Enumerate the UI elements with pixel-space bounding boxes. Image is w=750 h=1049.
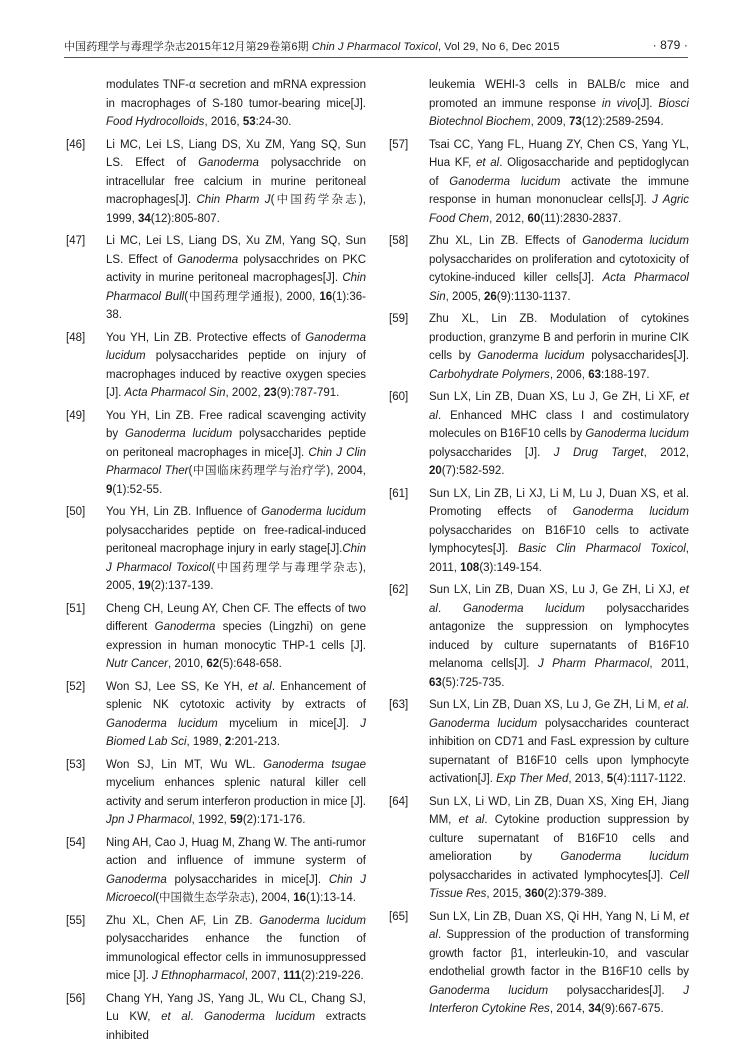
reference-number: [60] xyxy=(389,391,409,403)
journal-title-cn: 中国药理学与毒理学杂志2015年12月第29卷第6期 xyxy=(64,41,309,53)
italic-text: et al xyxy=(429,584,689,615)
reference-entry xyxy=(66,756,366,830)
reference-text: (9):1130-1137. xyxy=(496,290,571,303)
reference-text: (中国药学杂志), 1999, xyxy=(106,194,366,225)
reference-number: [65] xyxy=(389,910,409,923)
volume-number: 5 xyxy=(606,773,614,785)
reference-text: (2):379-389. xyxy=(543,888,607,900)
volume-number: 34 xyxy=(588,1003,601,1015)
reference-text: , 2014, xyxy=(549,1003,589,1015)
reference-text: You YH, Lin ZB. Protective effects of xyxy=(106,331,306,344)
reference-text: Won SJ, Lin MT, Wu WL. xyxy=(106,758,264,771)
reference-entry xyxy=(389,136,689,229)
reference-text: polysaccharides on B16F10 cells to activate lymphocytes[J]. xyxy=(429,524,689,555)
reference-text: , 2012, xyxy=(643,446,690,459)
reference-number: [46] xyxy=(66,138,86,151)
volume-number: 9 xyxy=(106,483,113,496)
reference-text: You YH, Lin ZB. Free radical scavenging activity by xyxy=(106,409,366,440)
reference-text: Sun LX, Lin ZB, Li XJ, Li M, Lu J, Duan XS, et al. Promoting effects of xyxy=(429,487,689,518)
reference-text: Cheng CH, Leung AY, Chen CF. The effects of two different xyxy=(106,602,366,633)
reference-text: (7):582-592. xyxy=(441,465,505,477)
reference-entry xyxy=(389,232,689,306)
italic-text: Food Hydrocolloids xyxy=(106,116,205,128)
italic-text: Ganoderma xyxy=(177,253,239,266)
italic-text: Ganoderma tsugae xyxy=(263,758,366,771)
italic-text: Biosci Biotechnol Biochem xyxy=(429,97,689,128)
italic-text: Chin Pharm J xyxy=(196,194,271,206)
reference-continuation xyxy=(66,76,366,132)
reference-text: (1):36-38. xyxy=(106,290,366,321)
reference-text: (9):667-675. xyxy=(600,1003,664,1015)
reference-text: Tsai CC, Yang FL, Huang ZY, Chen CS, Yang YL, Hua KF, xyxy=(429,138,689,169)
reference-entry xyxy=(66,503,366,596)
reference-text: . Enhancement of splenic NK cytotoxic activity by extracts of xyxy=(106,680,366,711)
reference-text: (中国微生态学杂志), 2004, xyxy=(155,892,294,904)
reference-text: You YH, Lin ZB. Influence of xyxy=(106,506,262,518)
reference-text: , 2016, xyxy=(204,116,243,128)
italic-text: in vivo xyxy=(601,97,638,110)
italic-text: Ganoderma lucidum xyxy=(124,428,233,440)
header-rule xyxy=(64,57,688,58)
italic-text: et al xyxy=(429,391,689,422)
italic-text: J Drug Target xyxy=(553,446,644,459)
reference-text: (3):149-154. xyxy=(479,561,542,574)
italic-text: Ganoderma lucidum xyxy=(582,235,689,247)
reference-text: polysaccharides enhance the function of immunological effector cells in immunosuppressed mice [J]. xyxy=(106,933,366,982)
italic-text: Ganoderma lucidum xyxy=(560,851,689,863)
reference-text: , 1992, xyxy=(191,814,231,826)
reference-text: , 2015, xyxy=(486,888,525,900)
reference-text: (11):2830-2837. xyxy=(540,212,622,225)
italic-text: J Ethnopharmacol xyxy=(152,970,245,982)
reference-entry xyxy=(389,696,689,789)
volume-number: 53 xyxy=(242,116,256,128)
reference-text: Won SJ, Lee SS, Ke YH, xyxy=(106,680,249,693)
reference-text: , 2011, xyxy=(429,543,689,574)
reference-text: (2):171-176. xyxy=(242,814,306,826)
reference-text: Zhu XL, Lin ZB. Modulation of cytokines production, granzyme B and perforin in murine CIK cells by xyxy=(429,313,689,362)
reference-number: [54] xyxy=(66,836,86,849)
reference-text: (9):787-791. xyxy=(276,387,340,399)
reference-text: Sun LX, Lin ZB, Duan XS, Lu J, Ge ZH, Li XF, xyxy=(429,391,680,403)
reference-entry xyxy=(66,834,366,908)
reference-text: , 1989, xyxy=(186,736,225,748)
reference-number: [62] xyxy=(389,584,409,596)
italic-text: Ganoderma lucidum xyxy=(259,914,366,927)
reference-text: , 2009, xyxy=(530,116,570,128)
reference-number: [58] xyxy=(389,235,409,247)
reference-text: Sun LX, Lin ZB, Duan XS, Qi HH, Yang N, Li M, xyxy=(429,910,680,923)
italic-text: Carbohydrate Polymers xyxy=(429,368,550,381)
reference-text: Zhu XL, Chen AF, Lin ZB. xyxy=(106,914,260,927)
italic-text: Chin J Clin Pharmacol Ther xyxy=(106,446,366,477)
reference-text: , 2007, xyxy=(244,970,284,982)
reference-text: (2):137-139. xyxy=(150,580,214,592)
reference-continuation xyxy=(389,76,689,132)
reference-text: polysaccharides peptide on peritoneal macrophages in mice[J]. xyxy=(106,428,366,459)
reference-text: :24-30. xyxy=(255,116,292,128)
reference-text: Sun LX, Lin ZB, Duan XS, Lu J, Ge ZH, Li XJ, xyxy=(429,584,680,596)
reference-text: . xyxy=(685,699,689,711)
reference-number: [55] xyxy=(66,914,86,927)
page-number: · 879 · xyxy=(652,38,688,52)
volume-number: 16 xyxy=(293,892,307,904)
reference-text: , 2005, xyxy=(445,290,484,303)
reference-text: , 2012, xyxy=(489,212,528,225)
reference-text: polysaccharides in mice[J]. xyxy=(166,873,329,886)
reference-text: Chang YH, Yang JS, Yang JL, Wu CL, Chang SJ, Lu KW, xyxy=(106,992,366,1023)
reference-text: species (Lingzhi) on gene expression in human monocytic THP-1 cells [J]. xyxy=(106,621,366,652)
reference-text: leukemia WEHI-3 cells in BALB/c mice and promoted an immune response xyxy=(429,79,689,110)
reference-text: polysaccharides[J]. xyxy=(548,984,684,997)
reference-text: polysaccharides [J]. xyxy=(429,446,554,459)
reference-entry xyxy=(66,990,366,1046)
italic-text: Acta Pharmacol Sin xyxy=(429,272,689,303)
reference-text: (5):725-735. xyxy=(441,676,505,689)
reference-text: , 2013, xyxy=(568,773,607,785)
reference-text: , 2006, xyxy=(549,368,589,381)
reference-text: (中国药理学通报), 2000, xyxy=(184,290,320,303)
reference-text: Li MC, Lei LS, Liang DS, Xu ZM, Yang SQ, Sun LS. Effect of xyxy=(106,138,366,169)
reference-column-right xyxy=(389,76,689,1023)
italic-text: Ganoderma lucidum xyxy=(585,428,689,440)
reference-text: (4):1117-1122. xyxy=(613,773,687,785)
italic-text: et al xyxy=(161,1011,191,1023)
reference-entry xyxy=(66,136,366,229)
italic-text: Nutr Cancer xyxy=(106,658,168,670)
italic-text: Basic Clin Pharmacol Toxicol xyxy=(518,543,686,555)
italic-text: Ganoderma xyxy=(106,873,167,886)
reference-entry xyxy=(66,912,366,986)
reference-text: (1):52-55. xyxy=(112,483,163,496)
reference-text: modulates TNF-α secretion and mRNA expression in macrophages of S-180 tumor-bearing mice[J]. xyxy=(106,79,366,110)
reference-text: (12):2589-2594. xyxy=(581,116,664,128)
italic-text: et al xyxy=(248,680,272,693)
reference-number: [57] xyxy=(389,138,409,151)
italic-text: J Biomed Lab Sci xyxy=(106,717,366,748)
reference-entry xyxy=(389,485,689,578)
reference-number: [52] xyxy=(66,680,86,693)
reference-text: polysaccharides peptide on injury of macrophages induced by reactive oxygen species [J]. xyxy=(106,350,366,399)
reference-entry xyxy=(66,329,366,403)
reference-text: . Oligosaccharide and peptidoglycan of xyxy=(429,157,689,188)
reference-text: (2):219-226. xyxy=(301,970,364,982)
reference-text: (5):648-658. xyxy=(219,658,282,670)
reference-number: [56] xyxy=(66,992,86,1005)
reference-text: (中国药理学与毒理学杂志), 2005, xyxy=(106,561,366,592)
volume-number: 2 xyxy=(224,736,232,748)
volume-number: 63 xyxy=(429,676,442,689)
italic-text: Jpn J Pharmacol xyxy=(106,814,192,826)
reference-text: mycelium in mice[J]. xyxy=(217,717,361,730)
reference-text: . xyxy=(437,602,463,615)
reference-text: polysaccharides[J]. xyxy=(584,350,689,362)
reference-text: polysaccharides peptide on free-radical-induced peritoneal macrophage injury in early stage[J]. xyxy=(106,524,366,555)
italic-text: et al xyxy=(476,157,500,169)
italic-text: Ganoderma lucidum xyxy=(204,1011,316,1023)
volume-number: 26 xyxy=(484,290,497,303)
italic-text: Ganoderma xyxy=(198,157,259,169)
reference-text: Ning AH, Cao J, Huag M, Zhang W. The anti-rumor action and influence of immune systerm of xyxy=(106,836,366,867)
volume-number: 63 xyxy=(588,368,601,381)
reference-entry xyxy=(389,581,689,692)
reference-text: polysacchrides on PKC activity in murine peritoneal macrophages[J]. xyxy=(106,253,366,284)
italic-text: Chin J Microecol xyxy=(106,873,366,904)
reference-text: activate the immune response in human mononuclear cells[J]. xyxy=(429,175,689,206)
reference-text: , 2011, xyxy=(649,658,689,670)
italic-text: Ganoderma lucidum xyxy=(477,350,585,362)
italic-text: Acta Pharmacol Sin xyxy=(124,387,226,399)
reference-text: . Suppression of the production of transforming growth factor β1, interleukin-10, and vascular endothelial growth factor in the B16F10 cells by xyxy=(429,929,689,978)
reference-text: polysaccharides antagonize the suppression on lymphocytes induced by culture supernatants of B16F10 melanoma cells[J]. xyxy=(429,602,689,670)
reference-text: , 2002, xyxy=(225,387,264,399)
reference-number: [59] xyxy=(389,313,409,325)
reference-text: . Cytokine production suppression by culture supernatant of B16F10 cells and amelioration by xyxy=(429,814,689,863)
reference-entry xyxy=(66,232,366,325)
reference-number: [61] xyxy=(389,487,409,500)
reference-text: polysaccharides in activated lymphocytes[J]. xyxy=(429,869,670,882)
journal-title-en: Chin J Pharmacol Toxicol xyxy=(311,41,438,53)
italic-text: Ganoderma lucidum xyxy=(429,984,549,997)
journal-issue: , Vol 29, No 6, Dec 2015 xyxy=(437,41,560,53)
volume-number: 62 xyxy=(206,658,220,670)
reference-text: polysaccharides counteract inhibition on CD71 and FasL expression by culture supernatant of B16F10 cells upon lymphocyte activation[J]. xyxy=(429,717,689,785)
reference-text: polysaccharides on proliferation and cytotoxicity of cytokine-induced killer cells[J]. xyxy=(429,253,689,284)
reference-text: [J]. xyxy=(637,97,659,110)
volume-number: 23 xyxy=(263,387,277,399)
reference-text: , 2010, xyxy=(168,658,207,670)
italic-text: Ganoderma xyxy=(154,621,216,633)
italic-text: Chin J Pharmacol Toxicol xyxy=(106,543,366,574)
italic-text: Ganoderma lucidum xyxy=(449,175,561,188)
reference-text: (中国临床药理学与治疗学), 2004, xyxy=(188,465,367,477)
journal-citation xyxy=(64,38,560,54)
italic-text: et al xyxy=(458,814,485,826)
reference-entry xyxy=(389,793,689,904)
reference-text: Li MC, Lei LS, Liang DS, Xu ZM, Yang SQ, Sun LS. Effect of xyxy=(106,235,366,266)
volume-number: 34 xyxy=(137,212,151,225)
reference-text: Zhu XL, Lin ZB. Effects of xyxy=(429,235,583,247)
volume-number: 108 xyxy=(460,561,480,574)
reference-text: extracts inhibited xyxy=(106,1011,366,1042)
volume-number: 73 xyxy=(569,116,582,128)
italic-text: J Pharm Pharmacol xyxy=(537,658,650,670)
reference-number: [47] xyxy=(66,235,86,247)
reference-entry xyxy=(66,407,366,500)
reference-entry xyxy=(389,908,689,1019)
reference-text: Sun LX, Li WD, Lin ZB, Duan XS, Xing EH, Jiang MM, xyxy=(429,795,689,826)
reference-entry xyxy=(66,678,366,752)
italic-text: J Interferon Cytokine Res xyxy=(429,984,689,1015)
reference-text: Sun LX, Lin ZB, Duan XS, Lu J, Ge ZH, Li M, xyxy=(429,699,664,711)
volume-number: 16 xyxy=(319,290,333,303)
reference-entry xyxy=(389,310,689,384)
volume-number: 20 xyxy=(429,465,442,477)
reference-number: [63] xyxy=(389,699,409,711)
reference-entry xyxy=(66,600,366,674)
italic-text: Ganoderma lucidum xyxy=(106,331,366,362)
italic-text: Chin Pharmacol Bull xyxy=(106,272,366,303)
reference-number: [64] xyxy=(389,795,409,808)
italic-text: et al xyxy=(663,699,686,711)
volume-number: 60 xyxy=(527,212,541,225)
running-header xyxy=(64,38,688,56)
reference-number: [49] xyxy=(66,409,86,422)
reference-number: [48] xyxy=(66,331,86,344)
reference-text: (1):13-14. xyxy=(306,892,356,904)
reference-text: :201-213. xyxy=(231,736,280,748)
reference-text: . Enhanced MHC class I and costimulatory molecules on B16F10 cells by xyxy=(429,409,689,440)
italic-text: Ganoderma lucidum xyxy=(429,717,538,730)
reference-text: :188-197. xyxy=(600,368,650,381)
reference-number: [53] xyxy=(66,758,86,771)
italic-text: Cell Tissue Res xyxy=(429,869,689,900)
italic-text: Ganoderma lucidum xyxy=(462,602,585,615)
italic-text: Exp Ther Med xyxy=(496,773,569,785)
volume-number: 111 xyxy=(283,970,302,982)
italic-text: Ganoderma lucidum xyxy=(572,506,689,518)
volume-number: 19 xyxy=(137,580,151,592)
reference-text: (12):805-807. xyxy=(150,212,220,225)
reference-number: [51] xyxy=(66,602,86,615)
reference-entry xyxy=(389,388,689,481)
reference-text: . xyxy=(190,1011,205,1023)
italic-text: J Agric Food Chem xyxy=(429,194,689,225)
reference-text: polysacchride on intracellular free calcium in murine peritoneal macrophages[J]. xyxy=(106,157,366,206)
italic-text: et al xyxy=(429,910,689,941)
volume-number: 360 xyxy=(524,888,544,900)
volume-number: 59 xyxy=(230,814,243,826)
reference-column-left xyxy=(66,76,366,1049)
italic-text: Ganoderma lucidum xyxy=(106,717,218,730)
reference-number: [50] xyxy=(66,506,86,518)
reference-text: mycelium enhances splenic natural killer cell activity and serum interferon production in mice [J]. xyxy=(106,777,366,808)
italic-text: Ganoderma lucidum xyxy=(261,506,366,518)
